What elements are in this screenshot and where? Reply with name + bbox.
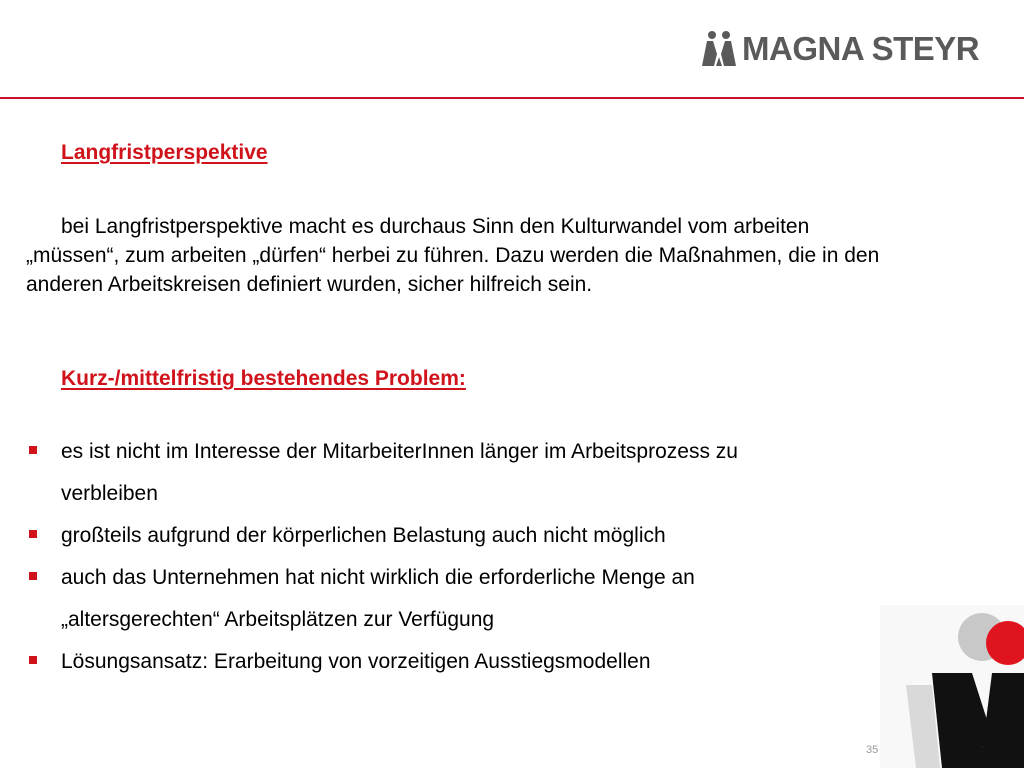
section-heading-short-term: Kurz-/mittelfristig bestehendes Problem: [61,367,466,390]
list-item-text: auch das Unternehmen hat nicht wirklich die erforderliche Menge an [61,566,695,589]
company-logo [702,28,979,68]
list-item-text: Lösungsansatz: Erarbeitung von vorzeitigen Ausstiegsmodellen [61,650,651,673]
list-item [26,431,886,515]
header-divider [0,97,1024,99]
section-heading-long-term: Langfristperspektive [61,141,268,164]
list-item-text-continued: „altersgerechten“ Arbeitsplätzen zur Verfügung [61,608,495,631]
list-item-text-continued: verbleiben [61,482,158,505]
problem-bullet-list [26,431,886,683]
bullet-square-icon [29,572,37,580]
decorative-corner-figure-icon [880,605,1024,768]
list-item-text: es ist nicht im Interesse der MitarbeiterInnen länger im Arbeitsprozess zu [61,440,738,463]
list-item-text: großteils aufgrund der körperlichen Belastung auch nicht möglich [61,524,666,547]
page-number: 35 [866,744,879,756]
bullet-square-icon [29,530,37,538]
list-item [26,515,886,557]
logo-brand-text: MAGNA STEYR [742,29,980,67]
magna-m-logo-icon [702,30,736,66]
bullet-square-icon [29,446,37,454]
list-item [26,557,886,641]
bullet-square-icon [29,656,37,664]
list-item [26,641,886,683]
long-term-paragraph: bei Langfristperspektive macht es durchaus Sinn den Kulturwandel vom arbeiten „müssen“, zum arbeiten „dürfen“ herbei zu führen. Dazu werden die Maßnahmen, die in den anderen Arbeitskreisen definiert wurden, sicher hilfreich sein. [26,215,880,296]
